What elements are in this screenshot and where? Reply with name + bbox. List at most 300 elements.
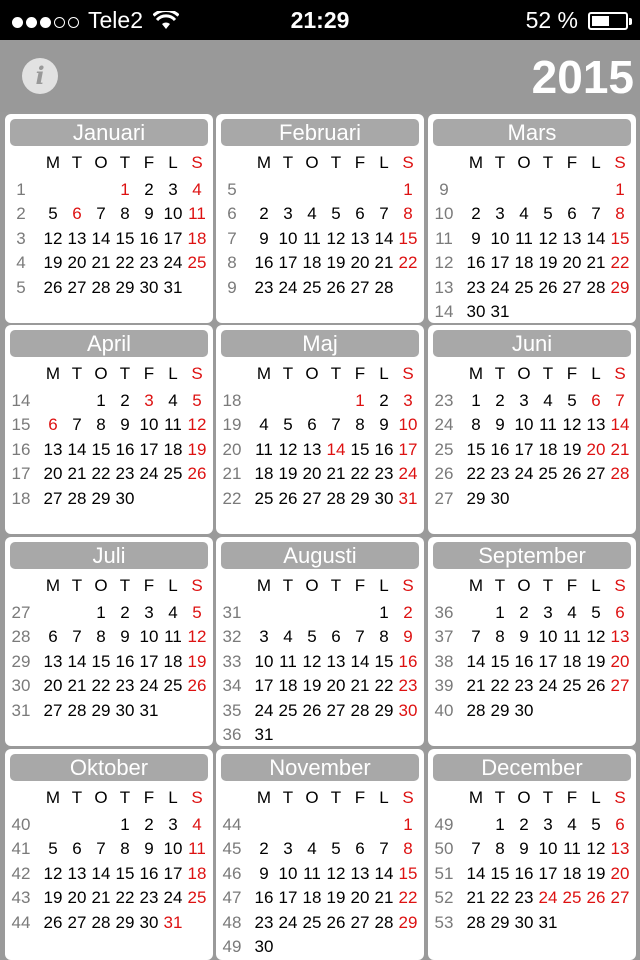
- day-cell[interactable]: 27: [43, 700, 63, 720]
- day-cell[interactable]: 2: [144, 815, 154, 834]
- day-cell[interactable]: 4: [168, 603, 178, 622]
- day-cell[interactable]: 25: [163, 676, 183, 696]
- day-cell[interactable]: 19: [562, 439, 582, 459]
- day-cell[interactable]: 20: [350, 253, 370, 273]
- day-cell[interactable]: 9: [379, 415, 389, 435]
- info-icon[interactable]: i: [22, 58, 58, 94]
- month-juli[interactable]: [5, 537, 213, 746]
- day-cell[interactable]: 4: [192, 180, 202, 199]
- day-cell[interactable]: 11: [164, 627, 182, 647]
- day-cell[interactable]: 19: [326, 888, 346, 908]
- day-cell[interactable]: 11: [563, 627, 581, 647]
- day-cell[interactable]: 8: [355, 415, 365, 435]
- day-cell[interactable]: 12: [562, 415, 582, 435]
- day-cell[interactable]: 21: [374, 888, 394, 908]
- day-cell[interactable]: 17: [254, 676, 274, 696]
- day-cell[interactable]: 20: [610, 651, 630, 671]
- day-cell[interactable]: 16: [254, 888, 274, 908]
- day-cell[interactable]: 24: [163, 253, 183, 273]
- day-cell[interactable]: 8: [403, 839, 413, 859]
- day-cell[interactable]: 15: [115, 863, 135, 883]
- day-cell[interactable]: 22: [91, 464, 111, 484]
- day-cell[interactable]: 17: [163, 863, 183, 883]
- day-cell[interactable]: 1: [379, 603, 389, 622]
- month-november[interactable]: [216, 749, 424, 960]
- day-cell[interactable]: 18: [163, 439, 183, 459]
- day-cell[interactable]: 20: [302, 464, 322, 484]
- day-cell[interactable]: 5: [307, 627, 317, 647]
- day-cell[interactable]: 1: [495, 603, 505, 622]
- day-cell[interactable]: 15: [91, 439, 111, 459]
- day-cell[interactable]: 30: [514, 912, 534, 932]
- day-cell[interactable]: 2: [519, 603, 529, 622]
- day-cell[interactable]: 1: [355, 391, 365, 410]
- day-cell[interactable]: 23: [398, 676, 418, 696]
- day-cell[interactable]: 16: [490, 439, 510, 459]
- day-cell[interactable]: 8: [379, 627, 389, 647]
- month-januari[interactable]: [5, 114, 213, 323]
- day-cell[interactable]: 24: [538, 676, 558, 696]
- day-cell[interactable]: 28: [586, 277, 606, 297]
- day-cell[interactable]: 16: [139, 228, 159, 248]
- day-cell[interactable]: 20: [43, 464, 63, 484]
- day-cell[interactable]: 13: [350, 863, 370, 883]
- day-cell[interactable]: 3: [543, 603, 553, 622]
- day-cell[interactable]: 13: [586, 415, 606, 435]
- day-cell[interactable]: 26: [278, 488, 298, 508]
- day-cell[interactable]: 6: [615, 815, 625, 834]
- day-cell[interactable]: 18: [254, 464, 274, 484]
- day-cell[interactable]: 22: [374, 676, 394, 696]
- day-cell[interactable]: 13: [302, 439, 322, 459]
- day-cell[interactable]: 8: [96, 627, 106, 647]
- day-cell[interactable]: 21: [374, 253, 394, 273]
- day-cell[interactable]: 12: [278, 439, 298, 459]
- day-cell[interactable]: 6: [72, 204, 82, 224]
- day-cell[interactable]: 3: [519, 391, 529, 410]
- day-cell[interactable]: 4: [567, 815, 577, 834]
- month-oktober[interactable]: [5, 749, 213, 960]
- day-cell[interactable]: 3: [543, 815, 553, 834]
- day-cell[interactable]: 27: [326, 700, 346, 720]
- day-cell[interactable]: 18: [187, 863, 207, 883]
- month-december[interactable]: [428, 749, 636, 960]
- day-cell[interactable]: 29: [490, 912, 510, 932]
- day-cell[interactable]: 21: [91, 888, 111, 908]
- day-cell[interactable]: 1: [96, 391, 106, 410]
- day-cell[interactable]: 26: [586, 888, 606, 908]
- day-cell[interactable]: 16: [374, 439, 394, 459]
- day-cell[interactable]: 14: [326, 439, 346, 459]
- day-cell[interactable]: 5: [283, 415, 293, 435]
- day-cell[interactable]: 18: [302, 253, 322, 273]
- day-cell[interactable]: 11: [563, 839, 581, 859]
- day-cell[interactable]: 13: [562, 228, 582, 248]
- day-cell[interactable]: 9: [144, 839, 154, 859]
- day-cell[interactable]: 23: [514, 888, 534, 908]
- day-cell[interactable]: 18: [562, 651, 582, 671]
- day-cell[interactable]: 7: [471, 839, 481, 859]
- day-cell[interactable]: 14: [67, 651, 87, 671]
- day-cell[interactable]: 13: [43, 651, 63, 671]
- day-cell[interactable]: 6: [591, 391, 601, 410]
- day-cell[interactable]: 20: [562, 253, 582, 273]
- day-cell[interactable]: 29: [490, 700, 510, 720]
- day-cell[interactable]: 5: [48, 839, 58, 859]
- day-cell[interactable]: 28: [67, 700, 87, 720]
- day-cell[interactable]: 4: [168, 391, 178, 410]
- day-cell[interactable]: 1: [120, 180, 130, 199]
- day-cell[interactable]: 10: [254, 651, 274, 671]
- day-cell[interactable]: 28: [350, 700, 370, 720]
- day-cell[interactable]: 30: [254, 937, 274, 956]
- day-cell[interactable]: 28: [374, 277, 394, 297]
- day-cell[interactable]: 26: [538, 277, 558, 297]
- day-cell[interactable]: 9: [403, 627, 413, 647]
- day-cell[interactable]: 22: [398, 253, 418, 273]
- day-cell[interactable]: 23: [139, 253, 159, 273]
- day-cell[interactable]: 9: [519, 839, 529, 859]
- day-cell[interactable]: 28: [326, 488, 346, 508]
- day-cell[interactable]: 23: [514, 676, 534, 696]
- day-cell[interactable]: 30: [398, 700, 418, 720]
- day-cell[interactable]: 12: [586, 839, 606, 859]
- day-cell[interactable]: 5: [192, 391, 202, 410]
- day-cell[interactable]: 26: [562, 464, 582, 484]
- day-cell[interactable]: 16: [514, 651, 534, 671]
- day-cell[interactable]: 21: [350, 676, 370, 696]
- day-cell[interactable]: 1: [615, 180, 625, 199]
- day-cell[interactable]: 27: [67, 277, 87, 297]
- day-cell[interactable]: 13: [67, 228, 87, 248]
- day-cell[interactable]: 27: [43, 488, 63, 508]
- day-cell[interactable]: 17: [163, 228, 183, 248]
- day-cell[interactable]: 5: [331, 839, 341, 859]
- day-cell[interactable]: 17: [139, 651, 159, 671]
- day-cell[interactable]: 4: [307, 839, 317, 859]
- day-cell[interactable]: 7: [471, 627, 481, 647]
- day-cell[interactable]: 8: [120, 204, 130, 224]
- day-cell[interactable]: 20: [326, 676, 346, 696]
- day-cell[interactable]: 21: [91, 253, 111, 273]
- day-cell[interactable]: 12: [302, 651, 322, 671]
- day-cell[interactable]: 13: [610, 627, 630, 647]
- day-cell[interactable]: 28: [466, 700, 486, 720]
- day-cell[interactable]: 31: [538, 912, 558, 932]
- day-cell[interactable]: 21: [67, 676, 87, 696]
- day-cell[interactable]: 24: [254, 700, 274, 720]
- day-cell[interactable]: 9: [259, 228, 269, 248]
- day-cell[interactable]: 15: [466, 439, 486, 459]
- day-cell[interactable]: 30: [374, 488, 394, 508]
- day-cell[interactable]: 24: [278, 277, 298, 297]
- day-cell[interactable]: 30: [514, 700, 534, 720]
- day-cell[interactable]: 20: [67, 253, 87, 273]
- day-cell[interactable]: 12: [538, 228, 558, 248]
- day-cell[interactable]: 29: [398, 912, 418, 932]
- day-cell[interactable]: 23: [139, 888, 159, 908]
- day-cell[interactable]: 14: [466, 863, 486, 883]
- day-cell[interactable]: 4: [259, 415, 269, 435]
- day-cell[interactable]: 16: [115, 439, 135, 459]
- day-cell[interactable]: 7: [591, 204, 601, 224]
- day-cell[interactable]: 4: [519, 204, 529, 224]
- day-cell[interactable]: 27: [302, 488, 322, 508]
- day-cell[interactable]: 12: [43, 863, 63, 883]
- day-cell[interactable]: 12: [43, 228, 63, 248]
- month-februari[interactable]: [216, 114, 424, 323]
- day-cell[interactable]: 5: [591, 603, 601, 622]
- day-cell[interactable]: 14: [91, 863, 111, 883]
- day-cell[interactable]: 8: [471, 415, 481, 435]
- day-cell[interactable]: 24: [163, 888, 183, 908]
- day-cell[interactable]: 27: [350, 277, 370, 297]
- day-cell[interactable]: 10: [139, 415, 159, 435]
- day-cell[interactable]: 23: [115, 464, 135, 484]
- day-cell[interactable]: 8: [96, 415, 106, 435]
- day-cell[interactable]: 30: [115, 488, 135, 508]
- day-cell[interactable]: 28: [610, 464, 630, 484]
- day-cell[interactable]: 5: [331, 204, 341, 224]
- month-mars[interactable]: [428, 114, 636, 323]
- day-cell[interactable]: 23: [374, 464, 394, 484]
- day-cell[interactable]: 9: [120, 415, 130, 435]
- day-cell[interactable]: 15: [490, 863, 510, 883]
- day-cell[interactable]: 25: [187, 253, 207, 273]
- day-cell[interactable]: 28: [91, 912, 111, 932]
- day-cell[interactable]: 24: [538, 888, 558, 908]
- day-cell[interactable]: 16: [398, 651, 418, 671]
- day-cell[interactable]: 12: [586, 627, 606, 647]
- day-cell[interactable]: 28: [67, 488, 87, 508]
- month-september[interactable]: [428, 537, 636, 746]
- day-cell[interactable]: 19: [187, 439, 207, 459]
- day-cell[interactable]: 20: [586, 439, 606, 459]
- day-cell[interactable]: 8: [495, 839, 505, 859]
- day-cell[interactable]: 12: [187, 627, 207, 647]
- day-cell[interactable]: 25: [254, 488, 274, 508]
- day-cell[interactable]: 18: [538, 439, 558, 459]
- day-cell[interactable]: 12: [326, 863, 346, 883]
- day-cell[interactable]: 3: [168, 180, 178, 199]
- day-cell[interactable]: 9: [495, 415, 505, 435]
- day-cell[interactable]: 23: [254, 277, 274, 297]
- day-cell[interactable]: 23: [115, 676, 135, 696]
- day-cell[interactable]: 30: [490, 488, 510, 508]
- day-cell[interactable]: 10: [514, 415, 534, 435]
- day-cell[interactable]: 4: [307, 204, 317, 224]
- day-cell[interactable]: 10: [278, 863, 298, 883]
- day-cell[interactable]: 11: [188, 204, 206, 224]
- day-cell[interactable]: 29: [374, 700, 394, 720]
- day-cell[interactable]: 3: [283, 839, 293, 859]
- day-cell[interactable]: 17: [538, 651, 558, 671]
- day-cell[interactable]: 2: [120, 603, 130, 622]
- day-cell[interactable]: 24: [139, 464, 159, 484]
- month-april[interactable]: [5, 325, 213, 534]
- day-cell[interactable]: 22: [398, 888, 418, 908]
- day-cell[interactable]: 26: [326, 912, 346, 932]
- day-cell[interactable]: 19: [586, 651, 606, 671]
- day-cell[interactable]: 5: [543, 204, 553, 224]
- day-cell[interactable]: 17: [514, 439, 534, 459]
- day-cell[interactable]: 10: [398, 415, 418, 435]
- day-cell[interactable]: 2: [259, 204, 269, 224]
- day-cell[interactable]: 9: [471, 228, 481, 248]
- day-cell[interactable]: 19: [586, 863, 606, 883]
- day-cell[interactable]: 29: [91, 488, 111, 508]
- day-cell[interactable]: 6: [307, 415, 317, 435]
- day-cell[interactable]: 25: [514, 277, 534, 297]
- day-cell[interactable]: 11: [515, 228, 533, 248]
- day-cell[interactable]: 14: [67, 439, 87, 459]
- day-cell[interactable]: 11: [303, 863, 321, 883]
- day-cell[interactable]: 7: [331, 415, 341, 435]
- day-cell[interactable]: 15: [610, 228, 630, 248]
- day-cell[interactable]: 25: [302, 277, 322, 297]
- day-cell[interactable]: 22: [115, 888, 135, 908]
- day-cell[interactable]: 15: [91, 651, 111, 671]
- day-cell[interactable]: 27: [586, 464, 606, 484]
- day-cell[interactable]: 4: [567, 603, 577, 622]
- day-cell[interactable]: 1: [120, 815, 130, 834]
- day-cell[interactable]: 4: [283, 627, 293, 647]
- day-cell[interactable]: 16: [254, 253, 274, 273]
- day-cell[interactable]: 14: [350, 651, 370, 671]
- day-cell[interactable]: 25: [538, 464, 558, 484]
- day-cell[interactable]: 4: [192, 815, 202, 834]
- day-cell[interactable]: 5: [567, 391, 577, 410]
- day-cell[interactable]: 23: [466, 277, 486, 297]
- day-cell[interactable]: 20: [610, 863, 630, 883]
- day-cell[interactable]: 18: [278, 676, 298, 696]
- day-cell[interactable]: 15: [398, 228, 418, 248]
- day-cell[interactable]: 21: [326, 464, 346, 484]
- day-cell[interactable]: 26: [302, 700, 322, 720]
- day-cell[interactable]: 27: [610, 888, 630, 908]
- day-cell[interactable]: 29: [115, 277, 135, 297]
- day-cell[interactable]: 22: [91, 676, 111, 696]
- day-cell[interactable]: 14: [466, 651, 486, 671]
- day-cell[interactable]: 20: [43, 676, 63, 696]
- day-cell[interactable]: 10: [278, 228, 298, 248]
- day-cell[interactable]: 22: [115, 253, 135, 273]
- day-cell[interactable]: 6: [48, 627, 58, 647]
- day-cell[interactable]: 3: [168, 815, 178, 834]
- day-cell[interactable]: 22: [466, 464, 486, 484]
- day-cell[interactable]: 21: [466, 888, 486, 908]
- day-cell[interactable]: 14: [610, 415, 630, 435]
- day-cell[interactable]: 13: [350, 228, 370, 248]
- day-cell[interactable]: 26: [187, 464, 207, 484]
- day-cell[interactable]: 28: [374, 912, 394, 932]
- day-cell[interactable]: 28: [91, 277, 111, 297]
- day-cell[interactable]: 28: [466, 912, 486, 932]
- day-cell[interactable]: 15: [115, 228, 135, 248]
- day-cell[interactable]: 16: [514, 863, 534, 883]
- day-cell[interactable]: 2: [471, 204, 481, 224]
- day-cell[interactable]: 29: [466, 488, 486, 508]
- day-cell[interactable]: 7: [96, 204, 106, 224]
- day-cell[interactable]: 29: [350, 488, 370, 508]
- day-cell[interactable]: 7: [379, 204, 389, 224]
- day-cell[interactable]: 17: [278, 253, 298, 273]
- day-cell[interactable]: 19: [43, 888, 63, 908]
- day-cell[interactable]: 16: [466, 253, 486, 273]
- day-cell[interactable]: 13: [43, 439, 63, 459]
- day-cell[interactable]: 25: [562, 676, 582, 696]
- day-cell[interactable]: 25: [302, 912, 322, 932]
- month-augusti[interactable]: [216, 537, 424, 746]
- day-cell[interactable]: 2: [120, 391, 130, 410]
- day-cell[interactable]: 15: [398, 863, 418, 883]
- day-cell[interactable]: 26: [326, 277, 346, 297]
- day-cell[interactable]: 31: [398, 488, 418, 508]
- day-cell[interactable]: 31: [254, 725, 274, 744]
- day-cell[interactable]: 21: [466, 676, 486, 696]
- day-cell[interactable]: 26: [187, 676, 207, 696]
- day-cell[interactable]: 10: [163, 839, 183, 859]
- day-cell[interactable]: 6: [567, 204, 577, 224]
- day-cell[interactable]: 3: [259, 627, 269, 647]
- day-cell[interactable]: 10: [139, 627, 159, 647]
- day-cell[interactable]: 24: [398, 464, 418, 484]
- day-cell[interactable]: 26: [43, 912, 63, 932]
- day-cell[interactable]: 25: [278, 700, 298, 720]
- day-cell[interactable]: 22: [350, 464, 370, 484]
- day-cell[interactable]: 13: [67, 863, 87, 883]
- day-cell[interactable]: 3: [144, 603, 154, 622]
- day-cell[interactable]: 1: [403, 180, 413, 199]
- day-cell[interactable]: 31: [490, 302, 510, 321]
- day-cell[interactable]: 14: [586, 228, 606, 248]
- day-cell[interactable]: 16: [139, 863, 159, 883]
- day-cell[interactable]: 8: [120, 839, 130, 859]
- day-cell[interactable]: 13: [610, 839, 630, 859]
- day-cell[interactable]: 25: [163, 464, 183, 484]
- month-juni[interactable]: [428, 325, 636, 534]
- day-cell[interactable]: 27: [562, 277, 582, 297]
- day-cell[interactable]: 6: [72, 839, 82, 859]
- day-cell[interactable]: 18: [562, 863, 582, 883]
- day-cell[interactable]: 22: [490, 888, 510, 908]
- day-cell[interactable]: 27: [610, 676, 630, 696]
- day-cell[interactable]: 18: [187, 228, 207, 248]
- day-cell[interactable]: 20: [350, 888, 370, 908]
- day-cell[interactable]: 29: [91, 700, 111, 720]
- day-cell[interactable]: 11: [255, 439, 273, 459]
- day-cell[interactable]: 31: [163, 277, 183, 297]
- day-cell[interactable]: 30: [139, 277, 159, 297]
- day-cell[interactable]: 10: [538, 839, 558, 859]
- day-cell[interactable]: 2: [495, 391, 505, 410]
- day-cell[interactable]: 19: [302, 676, 322, 696]
- day-cell[interactable]: 22: [610, 253, 630, 273]
- day-cell[interactable]: 14: [374, 863, 394, 883]
- day-cell[interactable]: 19: [278, 464, 298, 484]
- day-cell[interactable]: 10: [163, 204, 183, 224]
- day-cell[interactable]: 6: [355, 839, 365, 859]
- day-cell[interactable]: 18: [514, 253, 534, 273]
- day-cell[interactable]: 7: [72, 415, 82, 435]
- day-cell[interactable]: 6: [331, 627, 341, 647]
- day-cell[interactable]: 15: [374, 651, 394, 671]
- day-cell[interactable]: 18: [302, 888, 322, 908]
- day-cell[interactable]: 8: [615, 204, 625, 224]
- day-cell[interactable]: 7: [379, 839, 389, 859]
- day-cell[interactable]: 11: [279, 651, 297, 671]
- day-cell[interactable]: 7: [72, 627, 82, 647]
